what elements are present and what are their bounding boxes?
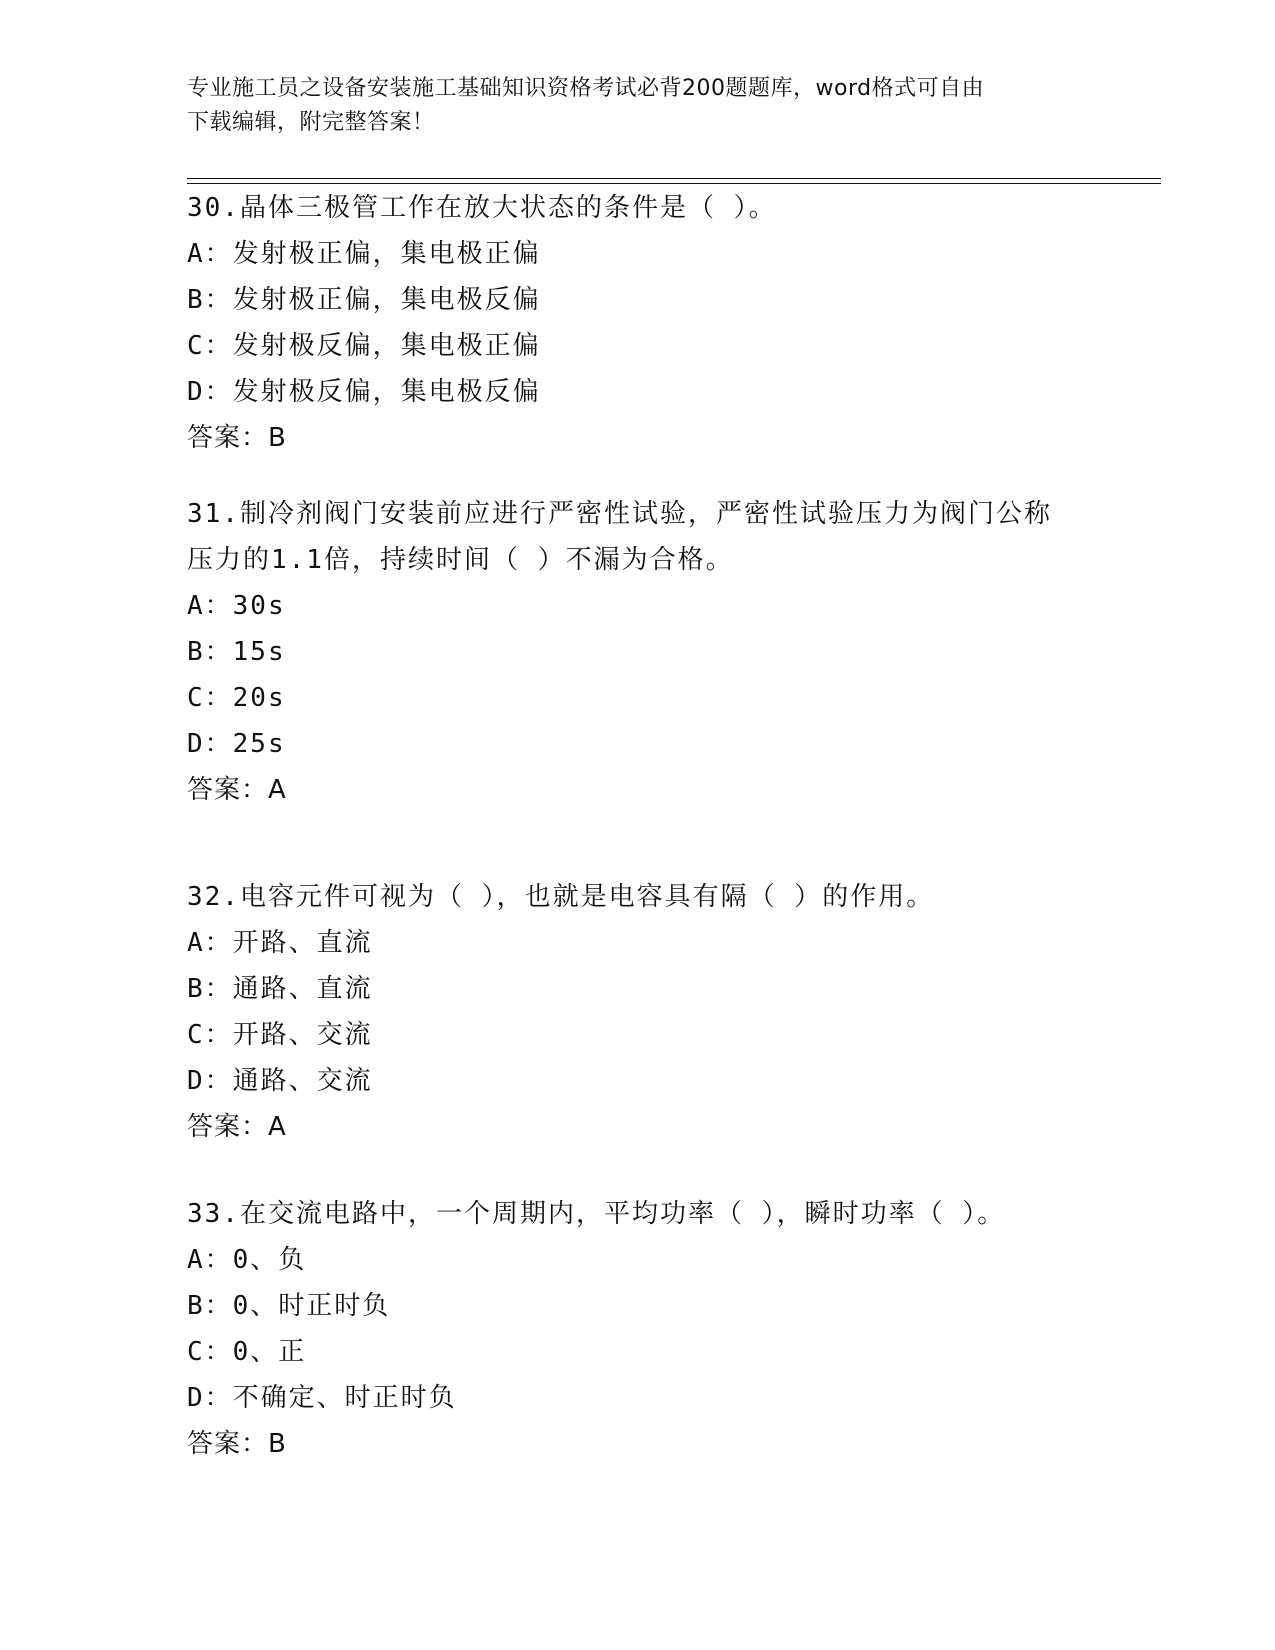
question-stem: 33.在交流电路中，一个周期内，平均功率（ ），瞬时功率（ ）。 xyxy=(187,1199,1006,1229)
question-32 xyxy=(187,874,1087,1150)
question-30 xyxy=(187,185,1087,461)
header-title-line-1: 专业施工员之设备安装施工基础知识资格考试必背200题题库，word格式可自由 xyxy=(187,76,985,101)
option-d: D：通路、交流 xyxy=(187,1066,373,1096)
option-a: A：30s xyxy=(187,591,286,621)
answer: 答案：B xyxy=(187,1429,287,1459)
option-a: A：0、负 xyxy=(187,1245,307,1275)
option-d: D：25s xyxy=(187,729,286,759)
question-31 xyxy=(187,491,1087,813)
option-a: A：开路、直流 xyxy=(187,928,373,958)
option-b: B：0、时正时负 xyxy=(187,1291,391,1321)
answer: 答案：A xyxy=(187,1112,287,1142)
option-d: D：发射极反偏，集电极反偏 xyxy=(187,377,541,407)
answer: 答案：B xyxy=(187,423,287,453)
question-stem-line-1: 31.制冷剂阀门安装前应进行严密性试验，严密性试验压力为阀门公称 xyxy=(187,499,1052,529)
option-b: B：通路、直流 xyxy=(187,974,373,1004)
option-b: B：15s xyxy=(187,637,286,667)
header-divider-top xyxy=(187,178,1161,179)
answer: 答案：A xyxy=(187,775,287,805)
option-c: C：0、正 xyxy=(187,1337,307,1367)
option-c: C：发射极反偏，集电极正偏 xyxy=(187,331,541,361)
option-b: B：发射极正偏，集电极反偏 xyxy=(187,285,541,315)
header-title-line-2: 下载编辑，附完整答案！ xyxy=(187,110,435,135)
question-33 xyxy=(187,1191,1087,1467)
option-a: A：发射极正偏，集电极正偏 xyxy=(187,239,541,269)
option-d: D：不确定、时正时负 xyxy=(187,1383,457,1413)
option-c: C：20s xyxy=(187,683,286,713)
question-stem-line-2: 压力的1.1倍，持续时间（ ）不漏为合格。 xyxy=(187,545,734,575)
option-c: C：开路、交流 xyxy=(187,1020,373,1050)
question-stem: 30.晶体三极管工作在放大状态的条件是（ ）。 xyxy=(187,193,777,223)
document-header xyxy=(187,72,1087,140)
header-divider-bottom xyxy=(187,183,1161,184)
question-stem: 32.电容元件可视为（ ），也就是电容具有隔（ ）的作用。 xyxy=(187,882,935,912)
